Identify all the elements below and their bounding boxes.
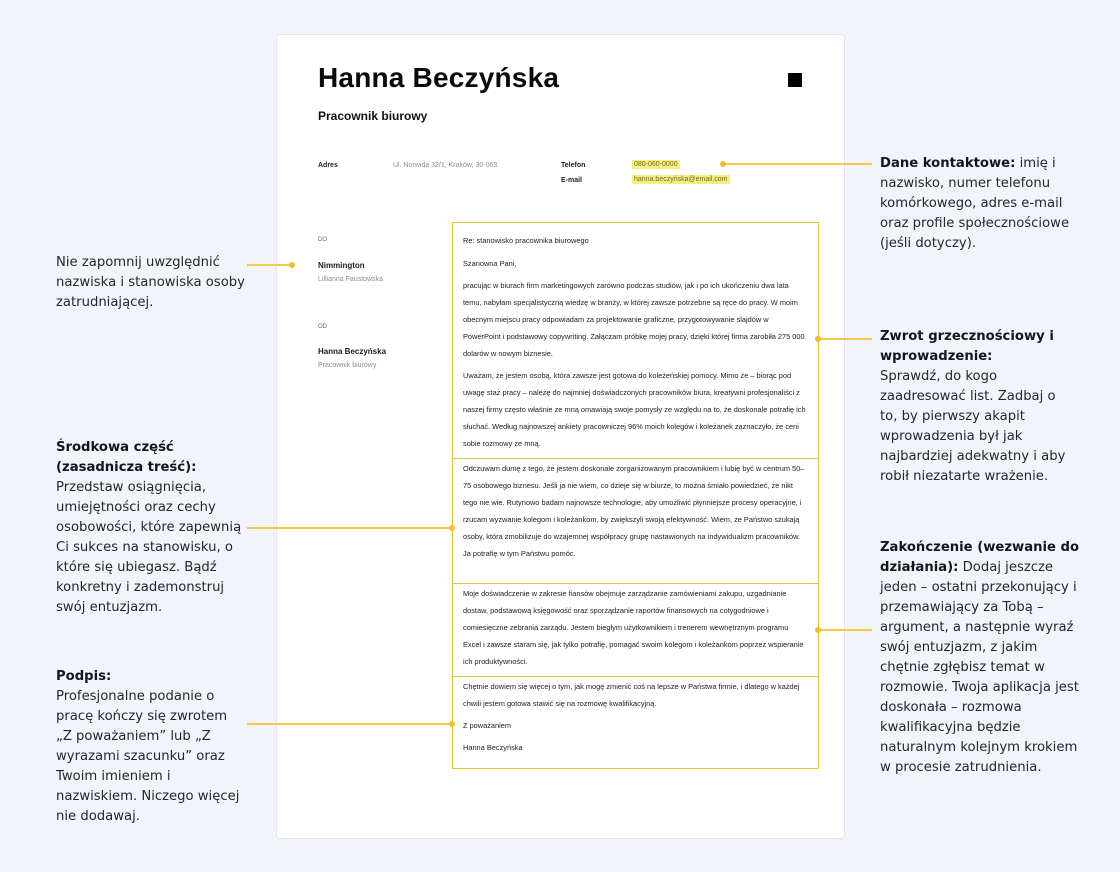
phone-label: Telefon [561,162,586,169]
letter-body [452,222,819,769]
connector-body [247,527,451,529]
annotation-signature [56,667,246,827]
annotation-greeting [880,327,1075,487]
applicant-name: Hanna Beczyńska [318,62,560,93]
letter-subject: Re: stanowisko pracownika biurowego [463,236,589,245]
recipient-person: Lillianna Faustowska [318,276,383,283]
email-label: E-mail [561,177,583,184]
letter-section-body-1 [453,459,818,584]
letter-salutation: Szanowna Pani, [463,259,517,268]
annotation-signature-text: Profesjonalne podanie o pracę kończy się zwrotem „Z poważaniem” lub „Z wyrazami szacunku” oraz Twoim imieniem i nazwiskiem. Niczego więcej nie dodawaj. [56,689,240,824]
address-label: Adres [318,162,338,169]
decorative-square-icon [788,73,802,87]
connector-contact [723,163,872,165]
annotation-body-text: Przedstaw osiągnięcia, umiejętności oraz cechy osobowości, które zapewnią Ci sukces na stanowisku, o które się ubiegasz. Bądź konkretny i zademonstruj swój entuzjazm. [56,480,242,615]
annotation-body [56,438,242,618]
sender-title: Pracownik biurowy [318,362,377,369]
letter-intro-paragraph-2: Uważam, że jestem osobą, która zawsze jest gotowa do koleżeńskiej pomocy. Mimo że – biorąc pod uwagę staż pracy – należę do najmniej doświadczonych pracowników biura, kreatywni profesjonaliści z naszej firmy często właśnie ze mną omawiają swoje pomysły ze względu na to, że doskonale potrafię ich słuchać. Według najnowszej ankiety pracowniczej 96% moich kolegów i koleżanek zaznaczyło, że ceni sobie rozmowy ze mną. [463,371,806,448]
connector-greeting [818,338,872,340]
connector-dot-closing [815,627,821,633]
annotation-signature-heading: Podpis: [56,669,112,684]
connector-signature [247,723,451,725]
connector-dot-greeting [815,336,821,342]
letter-sign-off: Z poważaniem [463,721,512,730]
letter-body-paragraph-2: Moje doświadczenie w zakresie fiansów obejmuje zarządzanie zamówieniami zakupu, uzgadnianie dostaw, podstawową księgowość oraz sporządzanie raportów finansowych na cotygodniowe i comiesięczne zebrania zarządu. Jestem biegłym użytkownikiem i trenerem wewnętrznym programu Excel i zawsze staram się, jak tylko potrafię, pomagać swoim kolegom i koleżankom poprzez wspieranie ich produktywności. [463,589,804,666]
letter-section-introduction [453,223,818,459]
connector-recipient [247,264,293,266]
letter-closing-paragraph: Chętnie dowiem się więcej o tym, jak mogę zmienić coś na lepsze w Państwa firmie, i dlatego w każdej chwili jestem gotowa stawić się na rozmowę kwalifikacyjną. [463,682,800,708]
connector-closing [818,629,872,631]
address-value: Ul. Norwida 32/1, Kraków, 30-063 [393,162,498,169]
connector-dot-body [449,525,455,531]
annotation-contact-heading: Dane kontaktowe: [880,156,1016,171]
letter-intro-paragraph-1: pracując w biurach firm marketingowych zarówno podczas studiów, jak i po ich ukończeniu dwa lata temu, nabyłam specjalistyczną wiedzę w branży, w której zawsze potrzebne są ręce do pracy. W moim obecnym miejscu pracy odpowiadam za projektowanie graficzne, przygotowywanie slajdów w PowerPoint i podstawowy copywriting. Załączam próbkę mojej pracy, dzięki której firma zarobiła 275 000 dolarów w nowym biznesie. [463,281,805,358]
annotation-greeting-heading: Zwrot grzecznościowy i wprowadzenie: [880,329,1054,364]
sender-label: OD [318,324,327,330]
sender-name: Hanna Beczyńska [318,347,387,356]
annotation-body-heading: Środkowa część (zasadnicza treść): [56,440,197,475]
annotation-contact-text: imię i nazwisko, numer telefonu komórkowego, adres e-mail oraz profile społecznościowe (jeśli dotyczy). [880,156,1070,251]
letter-section-body-2 [453,584,818,677]
annotation-closing [880,538,1080,778]
letter-body-paragraph-1: Odczuwam dumę z tego, że jestem doskonale zorganizowanym pracownikiem i lubię być w centrum 50–75 osobowego biznesu. Jeśli ja nie wiem, co dzieje się w biurze, to można śmiało powiedzieć, że nikt tego nie wie. Rutynowo badam najnowsze technologie, aby umożliwić płynniejsze procesy operacyjne, i rzucam wyzwanie kolegom i koleżankom, by zwiększyli swoją efektywność. Wiem, że Państwo szukają osoby, która zmobilizuje do wzajemnej współpracy grupę nastawionych na indywidualizm pracowników. Ja potrafię w tym Państwu pomóc. [463,464,805,558]
annotation-closing-text: Dodaj jeszcze jeden – ostatni przekonujący i przemawiający za Tobą – argument, a następnie wyraź swój entuzjazm, z jakim chętnie zgłębisz temat w rozmowie. Twoja aplikacja jest doskonała – rozmowa kwalifikacyjna będzie naturalnym kolejnym krokiem w procesie zatrudnienia. [880,560,1079,775]
connector-dot-signature [449,721,455,727]
annotation-greeting-text: Sprawdź, do kogo zaadresować list. Zadbaj o to, by pierwszy akapit wprowadzenia był jak najbardziej adekwatny i aby robił niezatarte wrażenie. [880,369,1066,484]
recipient-label: DO [318,237,327,243]
email-value: hanna.beczyńska@email.com [634,176,728,183]
phone-value: 080-060-0000 [634,161,678,168]
letter-signature: Hanna Beczyńska [463,743,523,752]
annotation-recipient-text: Nie zapomnij uwzględnić nazwiska i stanowiska osoby zatrudniającej. [56,255,245,310]
connector-dot-recipient [289,262,295,268]
annotation-contact [880,154,1080,254]
recipient-company: Nimmington [318,261,365,270]
annotation-closing-heading: Zakończenie (wezwanie do działania): [880,540,1080,575]
applicant-job-title: Pracownik biurowy [318,109,428,123]
letter-section-closing [453,677,818,768]
annotation-recipient [56,253,246,313]
connector-dot-contact [720,161,726,167]
